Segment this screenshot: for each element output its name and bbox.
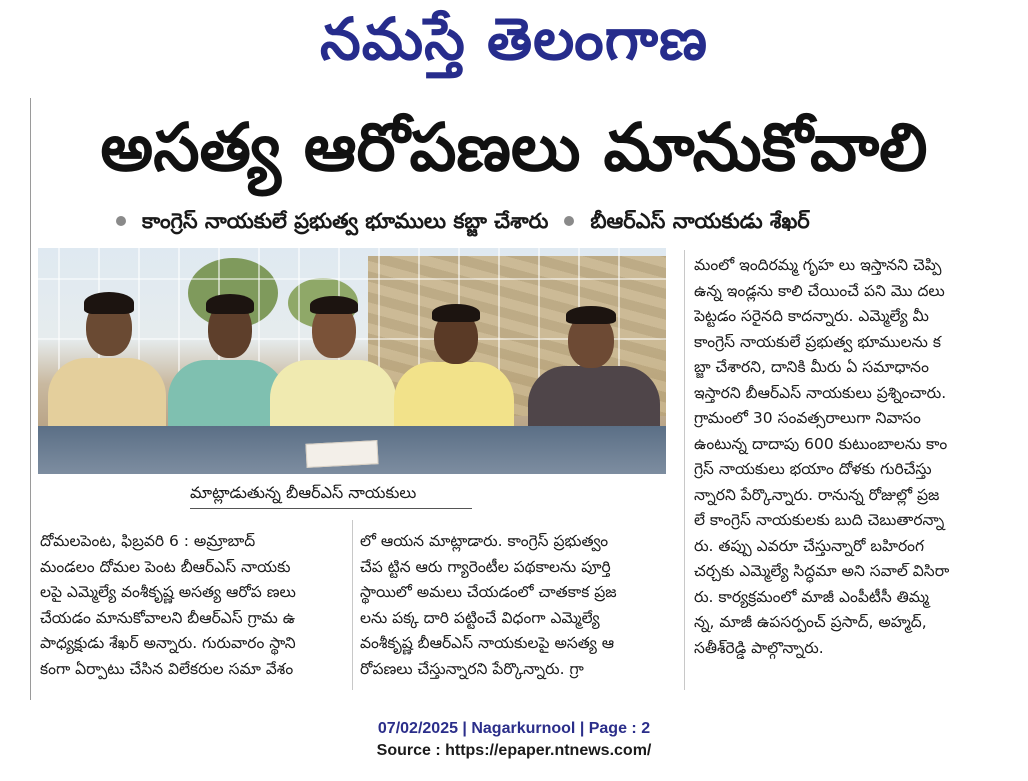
sub-headline — [110, 204, 930, 238]
text-line: ఉంటున్న దాదాపు 600 కుటుంబాలను కాం — [694, 434, 948, 453]
bullet-icon — [564, 216, 574, 226]
text-line: న్న, మాజీ ఉపసర్పంచ్ ప్రసాద్, అహ్మద్, — [694, 613, 927, 631]
article-column-1 — [40, 529, 340, 689]
text-line: చేప ట్టిన ఆరు గ్యారెంటీల పథకాలను పూర్తి — [360, 557, 611, 576]
text-line: మంలో ఇందిరమ్మ గృహ లు ఇస్తానని చెప్పి — [694, 256, 942, 274]
text-line: గ్రెస్ నాయకులు భయాం దోళకు గురిచేస్తు — [694, 460, 932, 478]
text-line: చేయడం మానుకోవాలని బీఆర్ఎస్ గ్రామ ఉ — [40, 608, 296, 627]
text-line: లే కాంగ్రెస్ నాయకులకు బుది చెబుతారన్నా — [694, 511, 945, 529]
news-photo — [38, 248, 666, 474]
bullet-icon — [116, 216, 126, 226]
text-line: లో ఆయన మాట్లాడారు. కాంగ్రెస్ ప్రభుత్వం — [360, 532, 609, 550]
edition-info: 07/02/2025 | Nagarkurnool | Page : 2 — [377, 720, 651, 737]
text-line: పాధ్యక్షుడు శేఖర్ అన్నారు. గురువారం స్థాని — [40, 634, 296, 652]
text-line: కంగా ఏర్పాటు చేసిన విలేకరుల సమా వేశం — [40, 659, 294, 678]
column-divider — [684, 250, 685, 690]
text-line: సతీశ్‌రెడ్డి పాల్గొన్నారు. — [694, 638, 824, 657]
source-link[interactable]: Source : https://epaper.ntnews.com/ — [376, 742, 652, 759]
photo-caption: మాట్లాడుతున్న బీఆర్ఎస్ నాయకులు — [190, 480, 472, 509]
text-line: మండలం దోమల పెంట బీఆర్ఎస్ నాయకు — [40, 557, 291, 576]
text-line: బ్జా చేశారని, దానికి మీరు ఏ సమాధానం — [694, 358, 929, 376]
text-line: ఇస్తారని బీఆర్ఎస్ నాయకులు ప్రశ్నించారు. — [694, 383, 947, 402]
sub-headline-item-1: కాంగ్రెస్ నాయకులే ప్రభుత్వ భూములు కబ్జా చేశారు — [142, 209, 549, 233]
text-line: రోపణలు చేస్తున్నారని పేర్కొన్నారు. గ్రా — [360, 659, 584, 678]
text-line: గ్రామంలో 30 సంవత్సరాలుగా నివాసం — [694, 409, 921, 427]
text-line: వంశీకృష్ణ బీఆర్ఎస్ నాయకులపై అసత్య ఆ — [360, 634, 615, 652]
text-line: స్థాయిలో అమలు చేయడంలో చాతకాక ప్రజ — [360, 583, 617, 601]
article-headline: అసత్య ఆరోపణలు మానుకోవాలి — [100, 109, 928, 186]
text-line: చర్చకు ఎమ్మెల్యే సిద్ధమా అని సవాల్ విసిరా — [694, 562, 950, 580]
text-line: లను పక్క దారి పట్టించే విధంగా ఎమ్మెల్యే — [360, 608, 600, 627]
text-line: లపై ఎమ్మెల్యే వంశీకృష్ణ అసత్య ఆరోప ణలు — [40, 583, 296, 601]
page-footer — [0, 718, 1028, 762]
article-column-3 — [694, 253, 994, 693]
text-line: రు. తప్పు ఎవరూ చేస్తున్నారో బహిరంగ — [694, 536, 925, 555]
text-line: పెట్టడం సరైనది కాదన్నారు. ఎమ్మెల్యే మీ — [694, 307, 929, 325]
text-line: దోమలపెంట, ఫిబ్రవరి 6 : అమ్రాబాద్ — [40, 532, 256, 550]
text-line: కాంగ్రెస్ నాయకులే ప్రభుత్వ భూములను క — [694, 332, 941, 351]
text-line: న్నారని పేర్కొన్నారు. రానున్న రోజుల్లో ప్రజ — [694, 485, 940, 504]
newspaper-masthead: నమస్తే తెలంగాణ — [320, 5, 708, 73]
column-divider — [352, 520, 353, 690]
article-column-2 — [360, 529, 676, 689]
text-line: ఉన్న ఇండ్లను కాలి చేయించే పని మొ దలు — [694, 281, 945, 300]
text-line: రు. కార్యక్రమంలో మాజీ ఎంపీటీసీ తిమ్మ — [694, 587, 929, 606]
sub-headline-item-2: బీఆర్ఎస్ నాయకుడు శేఖర్ — [590, 209, 810, 233]
